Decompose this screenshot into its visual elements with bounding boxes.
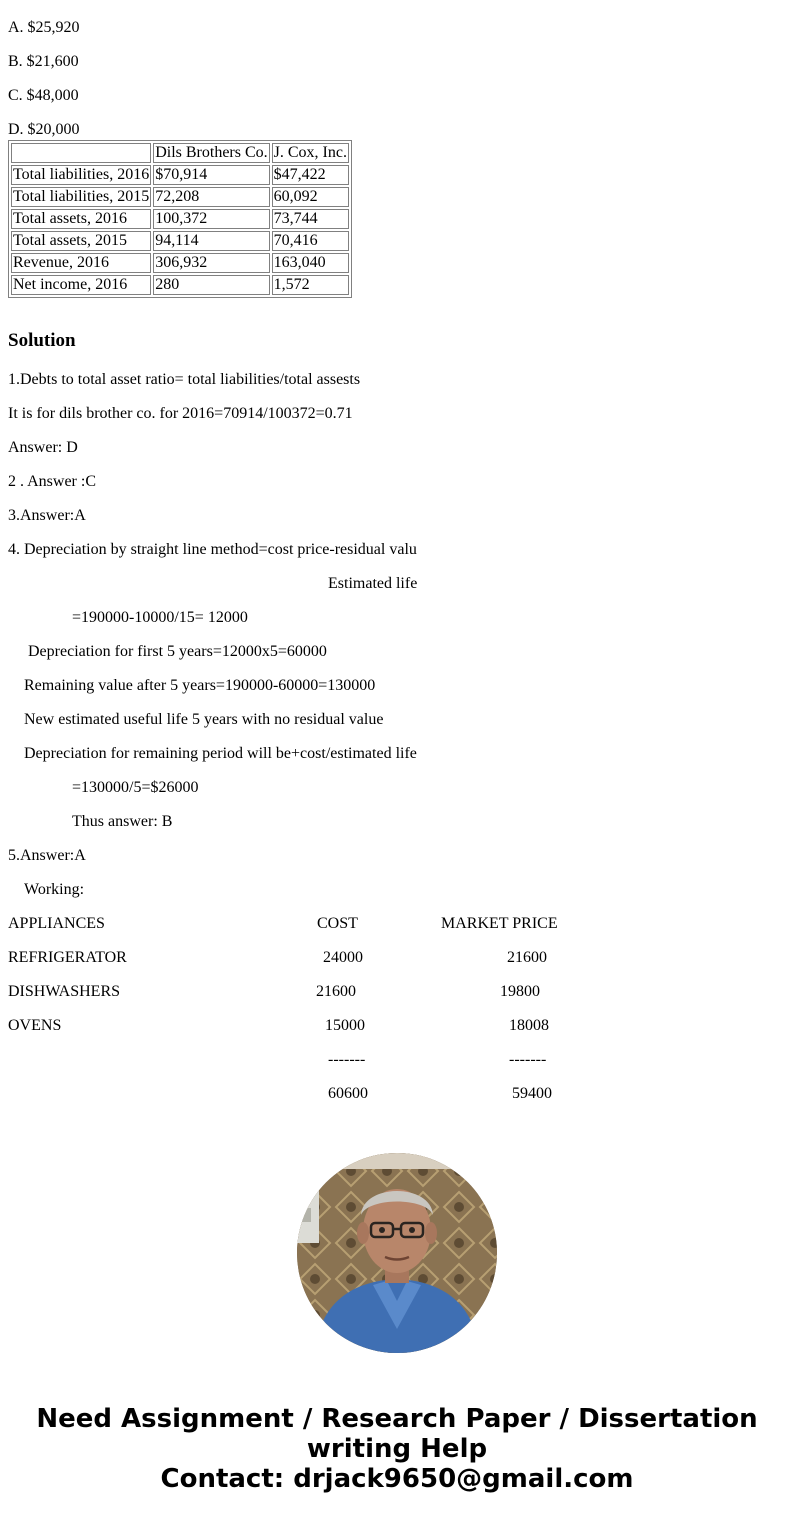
table-header-cell — [11, 143, 151, 163]
option-d: D. $20,000 — [8, 121, 80, 138]
working-header-appliances: APPLIANCES — [8, 915, 105, 932]
author-photo-icon — [297, 1153, 497, 1353]
table-cell: $70,914 — [153, 165, 269, 185]
working-separator: ------- — [509, 1051, 547, 1068]
table-cell: 1,572 — [272, 275, 349, 295]
option-b: B. $21,600 — [8, 53, 79, 70]
table-row — [11, 165, 349, 185]
footer-contact-line: Contact: drjack9650@gmail.com — [160, 1464, 634, 1494]
working-item-cost: 21600 — [316, 983, 356, 1000]
working-header-market-price: MARKET PRICE — [441, 915, 558, 932]
table-cell: Total liabilities, 2016 — [13, 166, 150, 183]
working-item-name: DISHWASHERS — [8, 983, 121, 1000]
table-cell: 100,372 — [153, 209, 269, 229]
footer-line: Need Assignment / Research Paper / Dissertation — [36, 1404, 758, 1434]
solution-line: Working: — [24, 881, 85, 898]
working-item-market: 19800 — [500, 983, 540, 1000]
solution-line: New estimated useful life 5 years with no residual value — [24, 711, 384, 728]
working-header-cost: COST — [317, 915, 358, 932]
solution-line: Depreciation for remaining period will be+cost/estimated life — [24, 745, 417, 762]
table-cell: Total assets, 2015 — [11, 231, 151, 251]
footer-contact-banner — [0, 1404, 794, 1494]
table-row — [11, 231, 349, 251]
working-item-market: 21600 — [507, 949, 547, 966]
table-row — [11, 187, 349, 207]
working-item-name: OVENS — [8, 1017, 62, 1034]
table-header-cell: Dils Brothers Co. — [155, 144, 268, 161]
solution-line: 4. Depreciation by straight line method=cost price-residual valu — [8, 541, 417, 558]
table-cell: 306,932 — [153, 253, 269, 273]
solution-line: 3.Answer:A — [8, 507, 86, 524]
table-cell: Total liabilities, 2015 — [13, 188, 150, 205]
table-cell: Net income, 2016 — [11, 275, 151, 295]
table-row — [11, 275, 349, 295]
working-item-name: REFRIGERATOR — [8, 949, 127, 966]
solution-line: 1.Debts to total asset ratio= total liabilities/total assests — [8, 371, 361, 388]
solution-line: Estimated life — [328, 575, 418, 592]
financial-data-table — [8, 140, 352, 298]
document-body — [8, 0, 786, 298]
table-cell: 163,040 — [272, 253, 349, 273]
table-cell: 94,114 — [153, 231, 269, 251]
solution-line: Depreciation for first 5 years=12000x5=60000 — [28, 643, 327, 660]
table-cell: Total assets, 2016 — [11, 209, 151, 229]
table-header-row — [11, 143, 349, 163]
solution-line: 5.Answer:A — [8, 847, 86, 864]
table-cell: 280 — [153, 275, 269, 295]
author-avatar — [297, 1153, 497, 1353]
option-a: A. $25,920 — [8, 19, 80, 36]
solution-line: Remaining value after 5 years=190000-60000=130000 — [24, 677, 376, 694]
solution-line: =130000/5=$26000 — [72, 779, 199, 796]
table-cell: $47,422 — [272, 165, 349, 185]
working-item-cost: 15000 — [325, 1017, 365, 1034]
solution-line: It is for dils brother co. for 2016=70914/100372=0.71 — [8, 405, 353, 422]
solution-line: Thus answer: B — [72, 813, 173, 830]
table-header-cell: J. Cox, Inc. — [273, 144, 347, 161]
working-total-cost: 60600 — [328, 1085, 368, 1102]
table-cell: 72,208 — [153, 187, 269, 207]
table-row — [11, 209, 349, 229]
solution-line: 2 . Answer :C — [8, 473, 96, 490]
working-item-cost: 24000 — [323, 949, 363, 966]
solution-line: Answer: D — [8, 439, 78, 456]
working-item-market: 18008 — [509, 1017, 549, 1034]
option-c: C. $48,000 — [8, 87, 79, 104]
working-separator: ------- — [328, 1051, 366, 1068]
table-cell: 60,092 — [272, 187, 349, 207]
table-row — [11, 253, 349, 273]
working-total-market: 59400 — [512, 1085, 552, 1102]
solution-heading: Solution — [8, 330, 76, 351]
table-cell: 73,744 — [272, 209, 349, 229]
table-cell: 70,416 — [272, 231, 349, 251]
footer-line: writing Help — [306, 1434, 488, 1464]
table-cell: Revenue, 2016 — [11, 253, 151, 273]
answer-options — [8, 0, 786, 136]
solution-line: =190000-10000/15= 12000 — [72, 609, 248, 626]
